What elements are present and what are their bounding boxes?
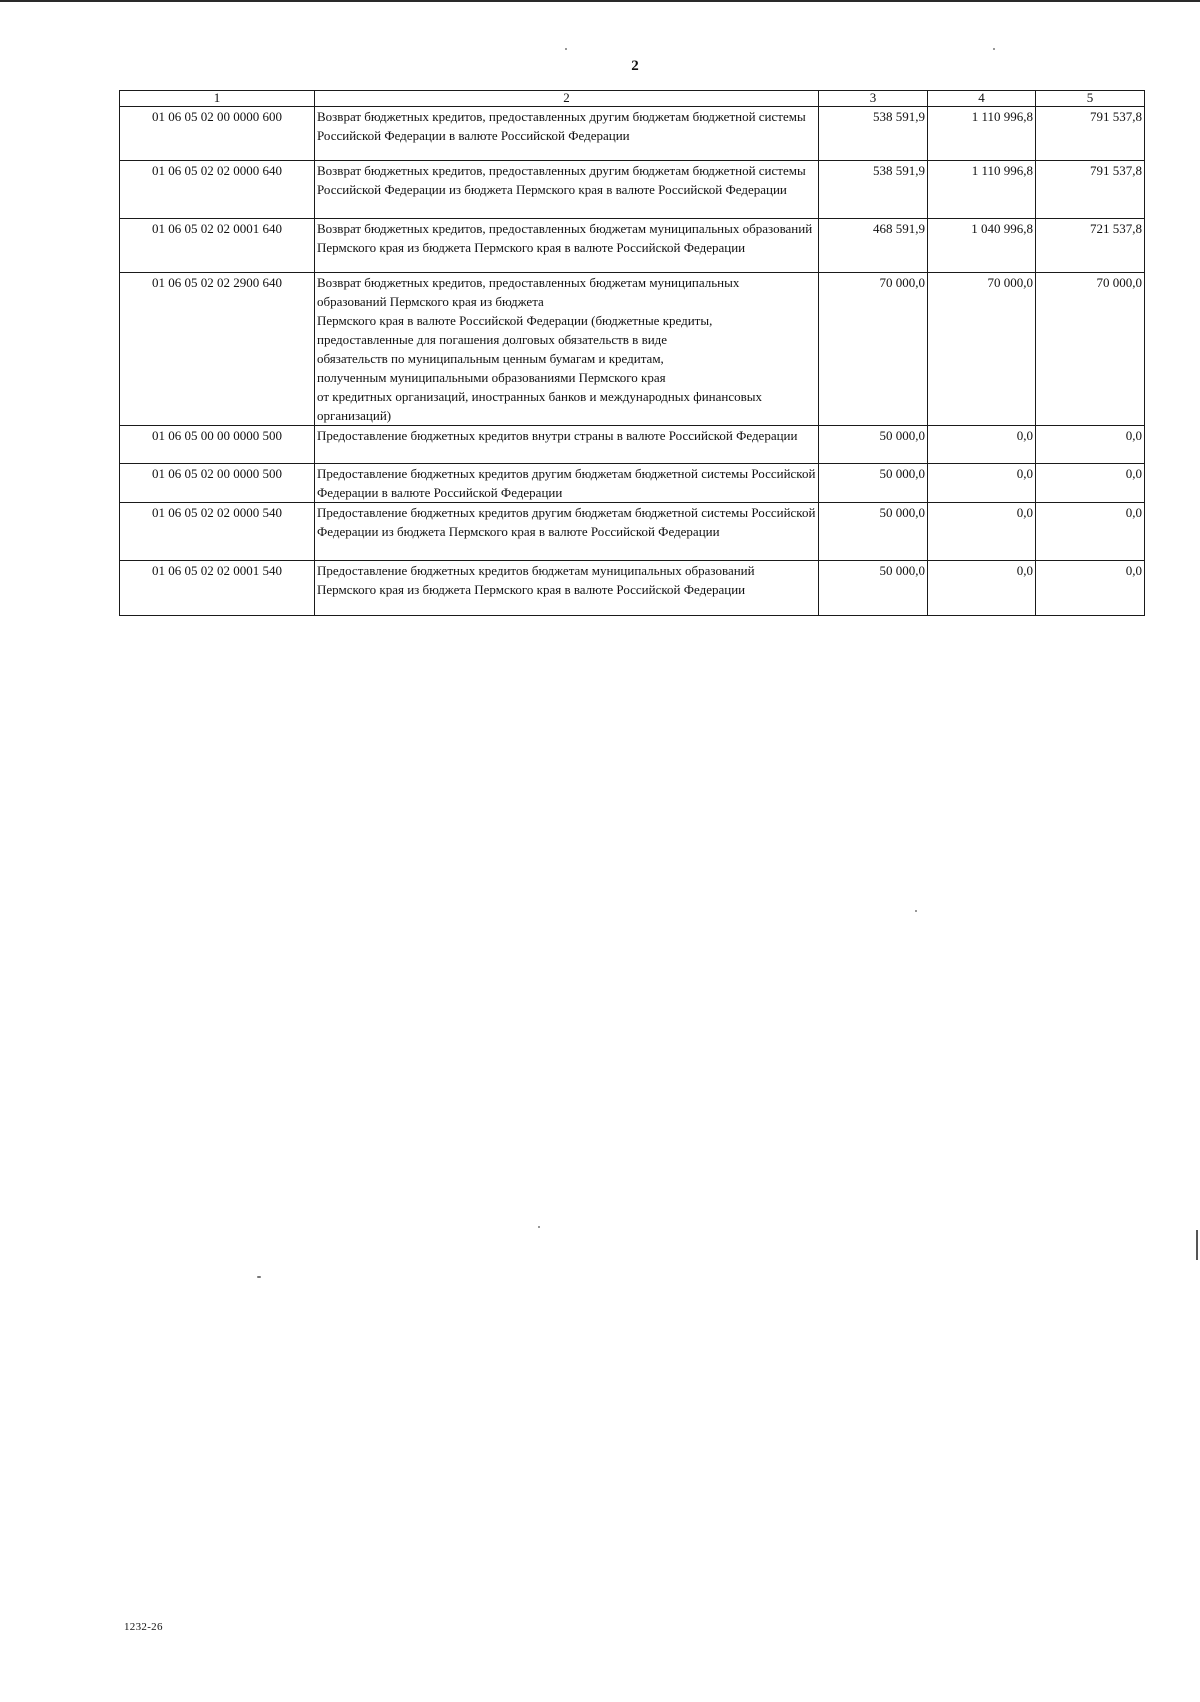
table-row: [120, 464, 1145, 503]
description-cell: Предоставление бюджетных кредитов другим бюджетам бюджетной системы Российской Федерации в валюте Российской Федерации: [315, 464, 819, 503]
column-3-value: 538 591,9: [819, 107, 928, 161]
column-4-value: 1 110 996,8: [928, 161, 1036, 219]
column-4-value: 0,0: [928, 426, 1036, 464]
scan-speck: [915, 910, 917, 912]
column-5-value: 791 537,8: [1036, 107, 1145, 161]
budget-code-cell: 01 06 05 02 02 0000 640: [120, 161, 315, 219]
budget-code-cell: 01 06 05 02 02 0001 640: [120, 219, 315, 273]
scan-edge-top: [0, 0, 1200, 2]
table-row: [120, 426, 1145, 464]
column-3-value: 50 000,0: [819, 464, 928, 503]
scan-edge-mark: [1196, 1230, 1198, 1260]
column-3-value: 70 000,0: [819, 273, 928, 426]
column-4-value: 0,0: [928, 464, 1036, 503]
page-number: 2: [631, 58, 639, 74]
description-cell: Возврат бюджетных кредитов, предоставленных бюджетам муниципальных образований Пермского края из бюджета Пермского края в валюте Российской Федерации (бюджетные кредиты, предоставленные для погашения долговых обязательств в виде обязательств по муниципальным ценным бумагам и кредитам, полученным муниципальными образованиями Пермского края от кредитных организаций, иностранных банков и международных финансовых организаций): [315, 273, 819, 426]
scan-speck: [538, 1226, 540, 1228]
scan-speck: [257, 1276, 261, 1278]
column-4-value: 0,0: [928, 561, 1036, 616]
table-row: [120, 273, 1145, 426]
scan-speck: [565, 48, 567, 50]
description-cell: Возврат бюджетных кредитов, предоставленных бюджетам муниципальных образований Пермского края из бюджета Пермского края в валюте Российской Федерации: [315, 219, 819, 273]
column-header-1: 1: [120, 91, 315, 107]
column-5-value: 791 537,8: [1036, 161, 1145, 219]
column-3-value: 50 000,0: [819, 561, 928, 616]
column-header-2: 2: [315, 91, 819, 107]
column-5-value: 0,0: [1036, 503, 1145, 561]
column-4-value: 0,0: [928, 503, 1036, 561]
document-registration-code: 1232-26: [124, 1621, 163, 1633]
description-cell: Предоставление бюджетных кредитов внутри страны в валюте Российской Федерации: [315, 426, 819, 464]
column-3-value: 50 000,0: [819, 426, 928, 464]
budget-code-cell: 01 06 05 02 02 0000 540: [120, 503, 315, 561]
column-5-value: 0,0: [1036, 561, 1145, 616]
column-3-value: 50 000,0: [819, 503, 928, 561]
column-3-value: 538 591,9: [819, 161, 928, 219]
table-row: [120, 107, 1145, 161]
column-header-3: 3: [819, 91, 928, 107]
column-5-value: 0,0: [1036, 464, 1145, 503]
budget-code-cell: 01 06 05 02 00 0000 500: [120, 464, 315, 503]
description-cell: Возврат бюджетных кредитов, предоставленных другим бюджетам бюджетной системы Российской Федерации из бюджета Пермского края в валюте Российской Федерации: [315, 161, 819, 219]
budget-sources-table: [119, 90, 1145, 616]
description-cell: Предоставление бюджетных кредитов бюджетам муниципальных образований Пермского края из бюджета Пермского края в валюте Российской Федерации: [315, 561, 819, 616]
budget-code-cell: 01 06 05 02 00 0000 600: [120, 107, 315, 161]
column-header-4: 4: [928, 91, 1036, 107]
description-cell: Возврат бюджетных кредитов, предоставленных другим бюджетам бюджетной системы Российской Федерации в валюте Российской Федерации: [315, 107, 819, 161]
column-3-value: 468 591,9: [819, 219, 928, 273]
budget-code-cell: 01 06 05 00 00 0000 500: [120, 426, 315, 464]
column-5-value: 70 000,0: [1036, 273, 1145, 426]
description-cell: Предоставление бюджетных кредитов другим бюджетам бюджетной системы Российской Федерации из бюджета Пермского края в валюте Российской Федерации: [315, 503, 819, 561]
scan-speck: [993, 48, 995, 50]
column-5-value: 0,0: [1036, 426, 1145, 464]
table-row: [120, 161, 1145, 219]
table-row: [120, 503, 1145, 561]
column-4-value: 1 040 996,8: [928, 219, 1036, 273]
column-4-value: 70 000,0: [928, 273, 1036, 426]
budget-code-cell: 01 06 05 02 02 0001 540: [120, 561, 315, 616]
table-row: [120, 219, 1145, 273]
column-5-value: 721 537,8: [1036, 219, 1145, 273]
budget-code-cell: 01 06 05 02 02 2900 640: [120, 273, 315, 426]
column-header-5: 5: [1036, 91, 1145, 107]
table-row: [120, 561, 1145, 616]
column-4-value: 1 110 996,8: [928, 107, 1036, 161]
table-header-row: [120, 91, 1145, 107]
